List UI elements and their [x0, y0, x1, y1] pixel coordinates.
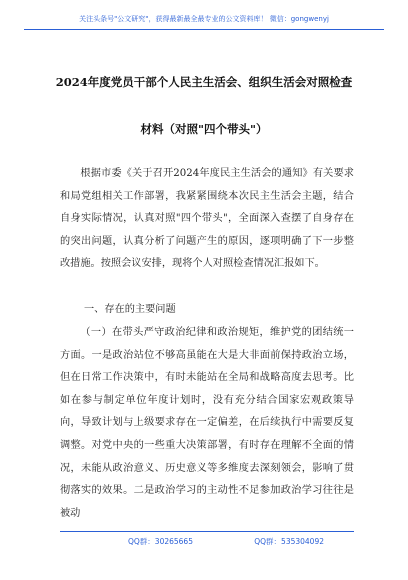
body-paragraph-intro: 根据市委《关于召开2024年度民主生活会的通知》有关要求和局党组相关工作部署，我紧紧围绕本次民主生活会主题，结合自身实际情况，认真对照"四个带头"，全面深入查摆了自身存在的突出问题，认真分析了问题产生的原因，逐项明确了下一步整改措施。按照会议安排，现将个人对照检查情况汇报如下。	[60, 168, 354, 270]
document-title-line-1: 2024年度党员干部个人民主生活会、组织生活会对照检查	[55, 75, 353, 89]
section-heading: 一、存在的主要问题	[84, 304, 176, 315]
footer-qq-group-1: QQ群：30265665	[128, 537, 193, 546]
page-header: 关注头条号"公文研究"，获得最新最全最专业的公文资料库！ 微信：gongwenyj	[24, 14, 384, 30]
footer-qq-group-2: QQ群：535304092	[254, 537, 324, 546]
body-paragraph-issue-1: （一）在带头严守政治纪律和政治规矩，维护党的团结统一方面。一是政治站位不够高虽能在大是大非面前保持政治立场，但在日常工作决策中，有时未能站在全局和战略高度去思考。比如在参与制定单位年度计划时，没有充分结合国家宏观政策导向，导致计划与上级要求存在一定偏差，在后续执行中需要反复调整。对党中央的一些重大决策部署，有时存在理解不全面的情况，未能从政治意义、历史意义等多维度去深刻领会，影响了贯彻落实的效果。二是政治学习的主动性不足参加政治学习往往是被动	[60, 327, 354, 519]
page-footer	[60, 531, 354, 547]
document-title-line-2: 材料（对照"四个带头"）	[140, 122, 268, 136]
